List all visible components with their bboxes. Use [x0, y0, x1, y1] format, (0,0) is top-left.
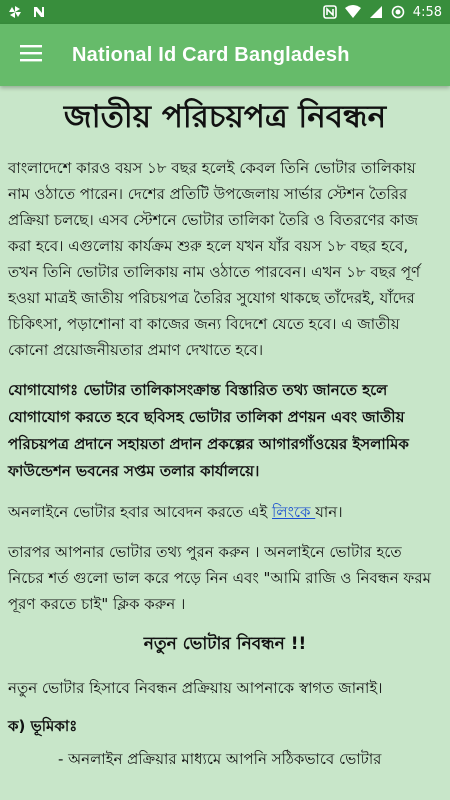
online-apply-text: অনলাইনে ভোটার হবার আবেদন করতে এই: [8, 502, 273, 521]
sync-icon: [391, 5, 405, 19]
menu-button[interactable]: [0, 24, 62, 86]
welcome-paragraph: নতুন ভোটার হিসাবে নিবন্ধন প্রক্রিয়ায় আপনাকে স্বাগত জানাই।: [8, 678, 383, 697]
pinwheel-icon: [8, 5, 22, 19]
apply-link[interactable]: লিংকে: [272, 502, 316, 521]
signal-icon: [369, 5, 383, 19]
status-bar: [0, 0, 450, 24]
online-apply-suffix: যান।: [315, 502, 343, 521]
n-logo-icon: [32, 5, 46, 19]
intro-section-title: ক) ভূমিকাঃ: [8, 716, 78, 735]
online-apply-paragraph: [8, 499, 442, 525]
wifi-icon: [345, 5, 361, 19]
intro-paragraph: বাংলাদেশে কারও বয়স ১৮ বছর হলেই কেবল তিনি ভোটার তালিকায় নাম ওঠাতে পারেন। দেশের প্রতিটি উপজেলায় সার্ভার স্টেশন তৈরির প্রক্রিয়া চলছে। এসব স্টেশনে ভোটার তালিকা তৈরি ও বিতরণের কাজ করা হবে। এগুলোয় কার্যক্রম শুরু হলে যখন যাঁর বয়স ১৮ বছর হবে, তখন তিনি ভোটার তালিকায় নাম ওঠাতে পারবেন। এখন ১৮ বছর পূর্ণ হওয়া মাত্রই জাতীয় পরিচয়পত্র তৈরির সুযোগ থাকছে তাঁদেরই, যাঁদের চিকিৎসা, পড়াশোনা বা কাজের জন্য বিদেশে যেতে হবে। এ জাতীয় কোনো প্রয়োজনীয়তার প্রমাণ দেখাতে হবে।: [8, 158, 421, 359]
new-voter-heading: নতুন ভোটার নিবন্ধন !!: [143, 633, 307, 654]
hamburger-icon: [20, 44, 42, 66]
app-title: National Id Card Bangladesh: [72, 43, 350, 66]
article-content[interactable]: [0, 86, 450, 800]
instructions-paragraph: তারপর আপনার ভোটার তথ্য পুরন করুন । অনলাইনে ভোটার হতে নিচের শর্ত গুলো ভাল করে পড়ে নিন এবং "আমি রাজি ও নিবন্ধন ফরম পূরণ করতে চাই" ক্লিক করুন ।: [8, 542, 431, 613]
nfc-icon: [323, 5, 337, 19]
app-bar: [0, 24, 450, 86]
contact-paragraph: যোগাযোগঃ ভোটার তালিকাসংক্রান্ত বিস্তারিত তথ্য জানতে হলে যোগাযোগ করতে হবে ছবিসহ ভোটার তালিকা প্রণয়ন এবং জাতীয় পরিচয়পত্র প্রদানে সহায়তা প্রদান প্রকল্পের আগারগাঁওয়ের ইসলামিক ফাউন্ডেশন ভবনের সপ্তম তলার কার্যালয়ে।: [8, 380, 409, 480]
list-item: - অনলাইন প্রক্রিয়ার মাধ্যমে আপনি সঠিকভাবে ভোটার: [58, 749, 382, 768]
status-time: 4:58: [412, 4, 442, 20]
article-heading: জাতীয় পরিচয়পত্র নিবন্ধন: [63, 99, 387, 135]
